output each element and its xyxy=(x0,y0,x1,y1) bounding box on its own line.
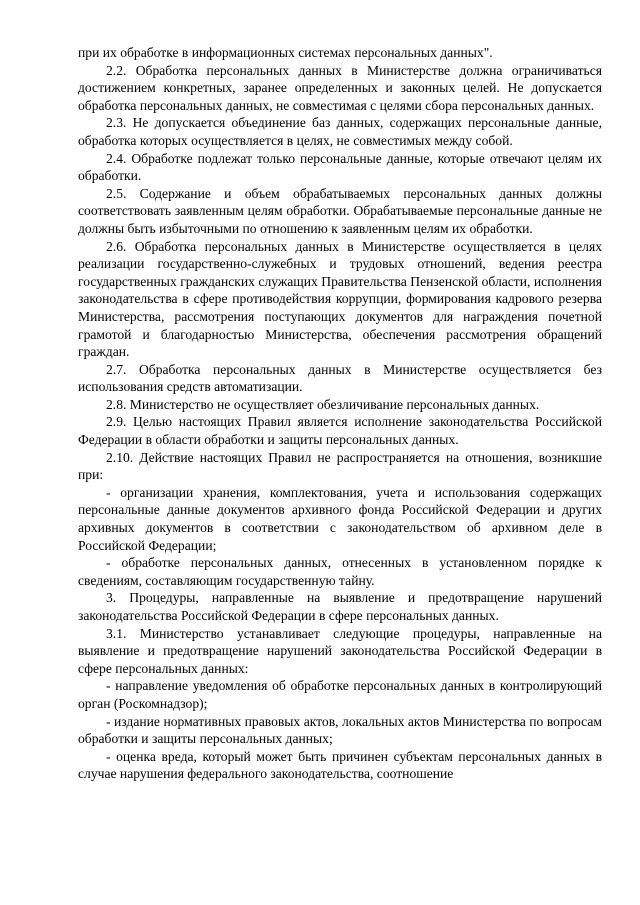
paragraph-2-4: 2.4. Обработке подлежат только персональные данные, которые отвечают целям их обработки. xyxy=(78,150,602,184)
paragraph-2-10: 2.10. Действие настоящих Правил не распространяется на отношения, возникшие при: xyxy=(78,449,602,483)
paragraph-2-5: 2.5. Содержание и объем обрабатываемых персональных данных должны соответствовать заявленным целям обработки. Обрабатываемые персональные данные не должны быть избыточными по отношению к заявленным целям их обработки. xyxy=(78,185,602,236)
document-page xyxy=(78,44,602,783)
paragraph-continuation: при их обработке в информационных системах персональных данных". xyxy=(78,45,493,60)
paragraph-2-7: 2.7. Обработка персональных данных в Министерстве осуществляется без использования средств автоматизации. xyxy=(78,361,602,395)
paragraph-3-1: 3.1. Министерство устанавливает следующие процедуры, направленные на выявление и предотвращение нарушений законодательства Российской Федерации в сфере персональных данных: xyxy=(78,625,602,676)
paragraph-2-6: 2.6. Обработка персональных данных в Министерстве осуществляется в целях реализации государственно-служебных и трудовых отношений, ведения реестра государственных гражданских служащих Правительства Пензенской области, исполнения законодательства в сфере противодействия коррупции, формирования кадрового резерва Министерства, рассмотрения поступающих документов для награждения почетной грамотой и благодарностью Министерства, обеспечения рассмотрения обращений граждан. xyxy=(78,238,602,360)
paragraph-2-3: 2.3. Не допускается объединение баз данных, содержащих персональные данные, обработка которых осуществляется в целях, не совместимых между собой. xyxy=(78,115,602,148)
paragraph-2-9: 2.9. Целью настоящих Правил является исполнение законодательства Российской Федерации в области обработки и защиты персональных данных. xyxy=(78,414,602,448)
list-item-archives: - организации хранения, комплектования, учета и использования содержащих персональные данные документов архивного фонда Российской Федерации и других архивных документов в соответствии с законодательством об архивном деле в Российской Федерации; xyxy=(78,484,602,553)
paragraph-2-8: 2.8. Министерство не осуществляет обезличивание персональных данных. xyxy=(106,396,540,412)
list-item-notification: - направление уведомления об обработке персональных данных в контролирующий орган (Роскомнадзор); xyxy=(78,678,602,711)
paragraph-2-2: 2.2. Обработка персональных данных в Министерстве должна ограничиваться достижением конкретных, заранее определенных и законных целей. Не допускается обработка персональных данных, не совместимая с целями сбора персональных данных. xyxy=(78,62,602,113)
list-item-harm-assessment: - оценка вреда, который может быть причинен субъектам персональных данных в случае нарушения федерального законодательства, соотношение xyxy=(78,748,602,782)
list-item-state-secret: - обработке персональных данных, отнесенных в установленном порядке к сведениям, составляющим государственную тайну. xyxy=(78,555,602,588)
list-item-normative-acts: - издание нормативных правовых актов, локальных актов Министерства по вопросам обработки и защиты персональных данных; xyxy=(78,713,602,747)
section-3-heading: 3. Процедуры, направленные на выявление и предотвращение нарушений законодательства Российской Федерации в сфере персональных данных. xyxy=(78,590,602,623)
